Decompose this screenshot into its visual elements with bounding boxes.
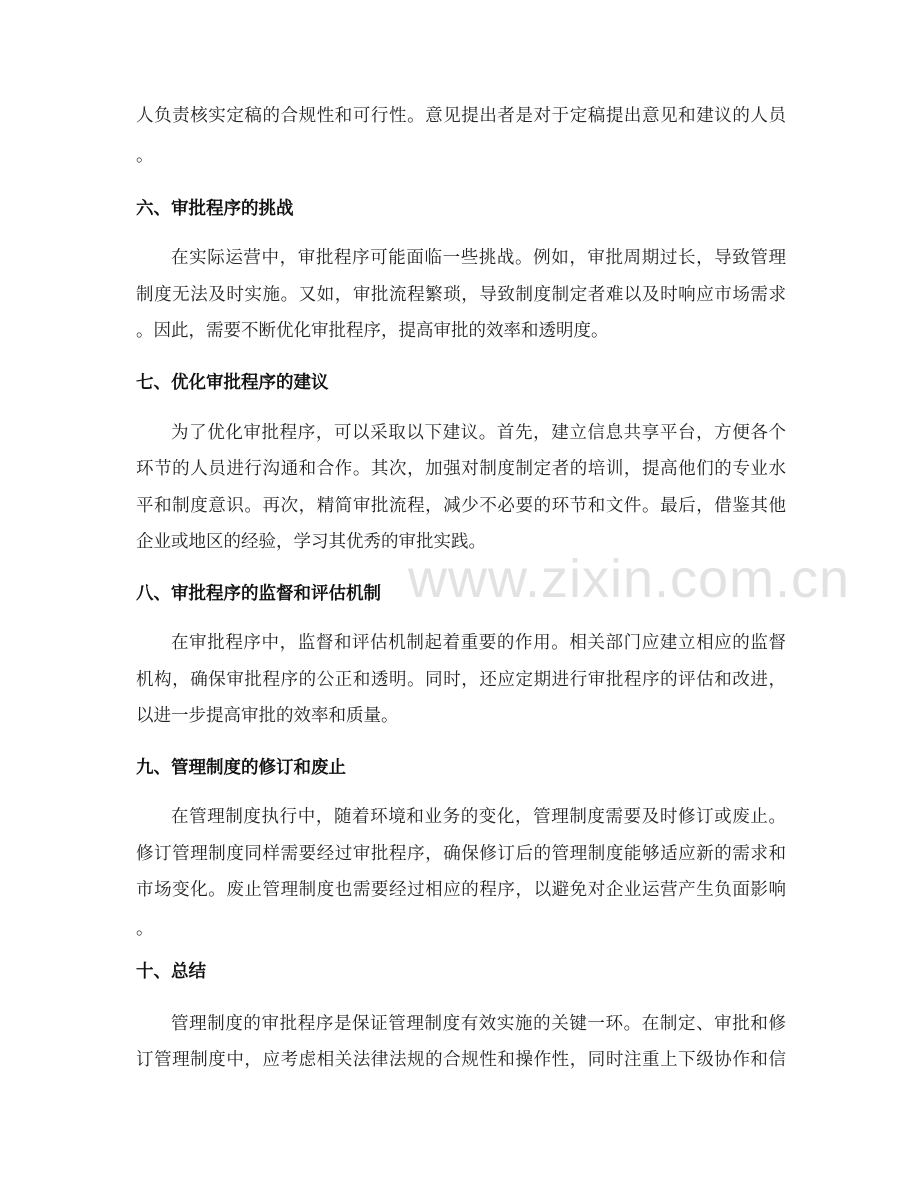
paragraph-line: 企业或地区的经验，学习其优秀的审批实践。 bbox=[136, 532, 486, 552]
paragraph-line: 管理制度的审批程序是保证管理制度有效实施的关键一环。在制定、审批和修 bbox=[171, 1014, 786, 1034]
section-heading: 八、审批程序的监督和评估机制 bbox=[136, 584, 381, 604]
section-heading: 七、优化审批程序的建议 bbox=[136, 373, 329, 393]
section-heading: 九、管理制度的修订和废止 bbox=[136, 758, 346, 778]
watermark: www.zixin.com.cn bbox=[408, 549, 851, 609]
paragraph-line: 平和制度意识。再次，精简审批流程，减少不必要的环节和文件。最后，借鉴其他 bbox=[136, 496, 786, 516]
paragraph-line: 机构，确保审批程序的公正和透明。同时，还应定期进行审批程序的评估和改进， bbox=[136, 670, 786, 690]
paragraph-line: 。 bbox=[136, 919, 154, 939]
paragraph-line: 以进一步提高审批的效率和质量。 bbox=[136, 706, 399, 726]
paragraph-line: 在审批程序中，监督和评估机制起着重要的作用。相关部门应建立相应的监督 bbox=[171, 633, 786, 653]
paragraph-line: 修订管理制度同样需要经过审批程序，确保修订后的管理制度能够适应新的需求和 bbox=[136, 844, 786, 864]
paragraph-line: 为了优化审批程序，可以采取以下建议。首先，建立信息共享平台，方便各个 bbox=[171, 423, 786, 443]
paragraph-line: 在管理制度执行中，随着环境和业务的变化，管理制度需要及时修订或废止。 bbox=[171, 807, 786, 827]
section-heading: 六、审批程序的挑战 bbox=[136, 199, 294, 219]
section-heading: 十、总结 bbox=[136, 962, 206, 982]
paragraph-line: 。因此，需要不断优化审批程序，提高审批的效率和透明度。 bbox=[136, 321, 609, 341]
paragraph-line: 环节的人员进行沟通和合作。其次，加强对制度制定者的培训，提高他们的专业水 bbox=[136, 459, 786, 479]
paragraph-line: 在实际运营中，审批程序可能面临一些挑战。例如，审批周期过长，导致管理 bbox=[171, 248, 786, 268]
paragraph-line: 市场变化。废止管理制度也需要经过相应的程序，以避免对企业运营产生负面影响 bbox=[136, 880, 786, 900]
paragraph-line: 制度无法及时实施。又如，审批流程繁琐，导致制度制定者难以及时响应市场需求 bbox=[136, 285, 786, 305]
paragraph-line: 。 bbox=[136, 146, 154, 166]
paragraph-line: 订管理制度中，应考虑相关法律法规的合规性和操作性，同时注重上下级协作和信 bbox=[136, 1050, 786, 1070]
paragraph-line: 人负责核实定稿的合规性和可行性。意见提出者是对于定稿提出意见和建议的人员 bbox=[136, 106, 786, 126]
